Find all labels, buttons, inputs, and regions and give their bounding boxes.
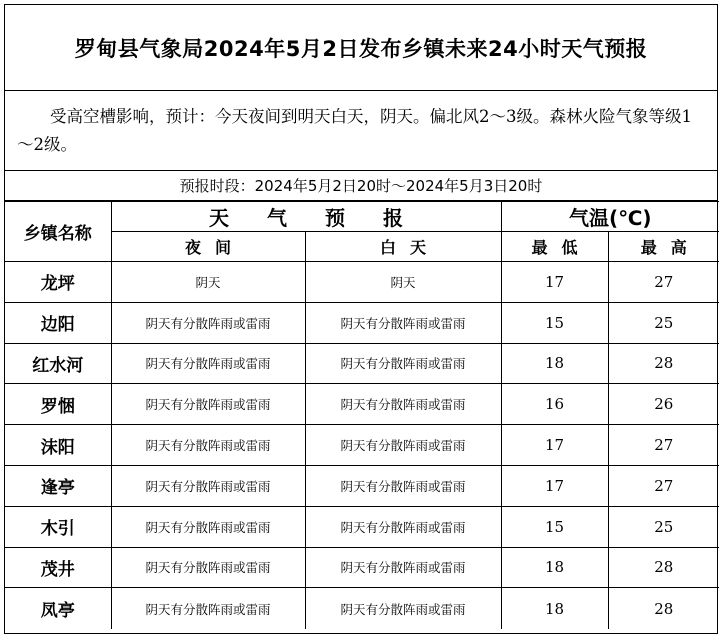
header-weather: 天气预报	[111, 202, 501, 232]
day-weather: 阴天有分散阵雨或雷雨	[305, 302, 501, 343]
day-weather: 阴天有分散阵雨或雷雨	[305, 425, 501, 466]
town-name: 茂井	[5, 547, 111, 588]
table-row	[5, 302, 719, 343]
day-weather: 阴天有分散阵雨或雷雨	[305, 384, 501, 425]
town-name: 边阳	[5, 302, 111, 343]
day-weather: 阴天有分散阵雨或雷雨	[305, 588, 501, 629]
min-temp: 18	[501, 343, 608, 384]
night-weather: 阴天有分散阵雨或雷雨	[111, 547, 305, 588]
max-temp: 28	[608, 547, 719, 588]
min-temp: 17	[501, 465, 608, 506]
min-temp: 16	[501, 384, 608, 425]
min-temp: 15	[501, 302, 608, 343]
header-min: 最低	[501, 232, 608, 262]
table-row	[5, 384, 719, 425]
forecast-summary: 受高空槽影响，预计：今天夜间到明天白天，阴天。偏北风2～3级。森林火险气象等级1～2级。	[5, 91, 717, 171]
max-temp: 28	[608, 343, 719, 384]
night-weather: 阴天有分散阵雨或雷雨	[111, 302, 305, 343]
town-name: 红水河	[5, 343, 111, 384]
header-day: 白天	[305, 232, 501, 262]
town-name: 龙坪	[5, 262, 111, 303]
town-name: 罗悃	[5, 384, 111, 425]
table-row	[5, 588, 719, 629]
header-max: 最高	[608, 232, 719, 262]
max-temp: 27	[608, 425, 719, 466]
min-temp: 17	[501, 262, 608, 303]
header-night: 夜间	[111, 232, 305, 262]
day-weather: 阴天	[305, 262, 501, 303]
night-weather: 阴天有分散阵雨或雷雨	[111, 343, 305, 384]
max-temp: 28	[608, 588, 719, 629]
night-weather: 阴天有分散阵雨或雷雨	[111, 506, 305, 547]
forecast-table	[5, 201, 719, 629]
table-row	[5, 343, 719, 384]
night-weather: 阴天	[111, 262, 305, 303]
day-weather: 阴天有分散阵雨或雷雨	[305, 547, 501, 588]
forecast-sheet	[4, 4, 718, 634]
town-name: 木引	[5, 506, 111, 547]
night-weather: 阴天有分散阵雨或雷雨	[111, 465, 305, 506]
header-temperature: 气温(℃)	[501, 202, 719, 232]
table-row	[5, 262, 719, 303]
header-town: 乡镇名称	[5, 202, 111, 262]
max-temp: 25	[608, 302, 719, 343]
max-temp: 26	[608, 384, 719, 425]
day-weather: 阴天有分散阵雨或雷雨	[305, 465, 501, 506]
max-temp: 25	[608, 506, 719, 547]
night-weather: 阴天有分散阵雨或雷雨	[111, 425, 305, 466]
table-row	[5, 506, 719, 547]
min-temp: 18	[501, 547, 608, 588]
town-name: 逢亭	[5, 465, 111, 506]
day-weather: 阴天有分散阵雨或雷雨	[305, 506, 501, 547]
forecast-period: 预报时段：2024年5月2日20时～2024年5月3日20时	[5, 171, 717, 201]
night-weather: 阴天有分散阵雨或雷雨	[111, 384, 305, 425]
town-name: 沫阳	[5, 425, 111, 466]
night-weather: 阴天有分散阵雨或雷雨	[111, 588, 305, 629]
table-row	[5, 465, 719, 506]
min-temp: 18	[501, 588, 608, 629]
table-row	[5, 547, 719, 588]
table-row	[5, 425, 719, 466]
max-temp: 27	[608, 465, 719, 506]
day-weather: 阴天有分散阵雨或雷雨	[305, 343, 501, 384]
min-temp: 17	[501, 425, 608, 466]
page-title: 罗甸县气象局2024年5月2日发布乡镇未来24小时天气预报	[5, 5, 717, 91]
max-temp: 27	[608, 262, 719, 303]
town-name: 凤亭	[5, 588, 111, 629]
min-temp: 15	[501, 506, 608, 547]
